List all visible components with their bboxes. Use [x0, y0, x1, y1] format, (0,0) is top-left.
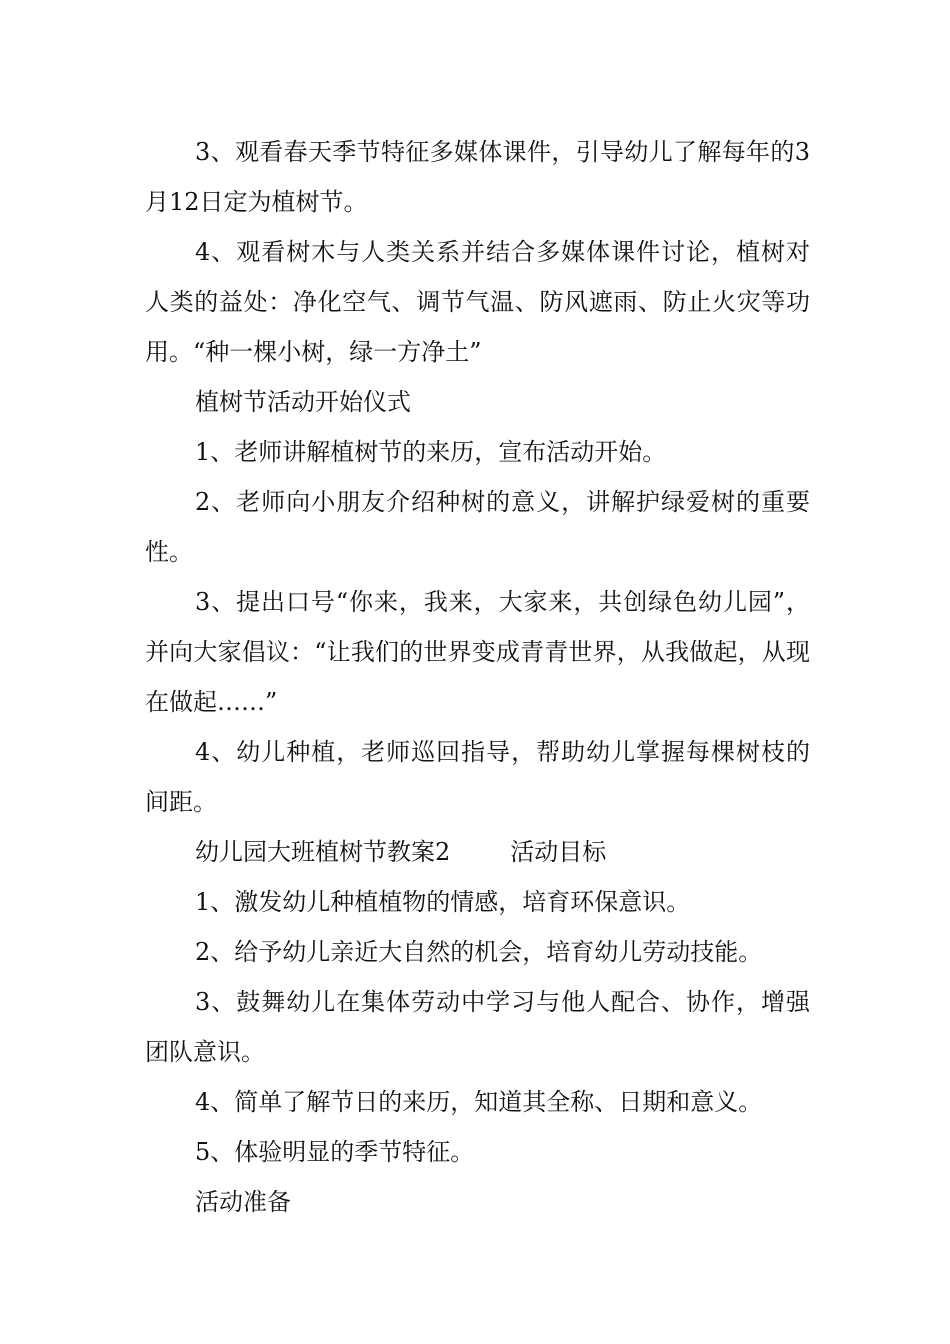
goal-item: 3、鼓舞幼儿在集体劳动中学习与他人配合、协作，增强团队意识。	[145, 988, 810, 1066]
goal-item: 1、激发幼儿种植植物的情感，培育环保意识。	[195, 888, 691, 916]
preparation-heading: 活动准备	[195, 1188, 291, 1216]
ceremony-heading: 植树节活动开始仪式	[195, 388, 411, 416]
section-title: 幼儿园大班植树节教案2	[195, 838, 451, 866]
paragraph-ceremony-1: 1、老师讲解植树节的来历，宣布活动开始。	[195, 438, 667, 466]
paragraph-step-3-courseware: 3、观看春天季节特征多媒体课件，引导幼儿了解每年的3月12日定为植树节。	[145, 138, 810, 216]
paragraph-ceremony-4: 4、幼儿种植，老师巡回指导，帮助幼儿掌握每棵树枝的间距。	[145, 738, 810, 816]
section-heading-line	[145, 827, 810, 877]
goal-item: 5、体验明显的季节特征。	[195, 1138, 475, 1166]
goal-item: 2、给予幼儿亲近大自然的机会，培育幼儿劳动技能。	[195, 938, 763, 966]
paragraph-ceremony-3: 3、提出口号“你来，我来，大家来，共创绿色幼儿园”，并向大家倡议：“让我们的世界变成青青世界，从我做起，从现在做起……”	[145, 588, 810, 716]
section-subtitle: 活动目标	[510, 838, 607, 866]
goal-item: 4、简单了解节日的来历，知道其全称、日期和意义。	[195, 1088, 763, 1116]
paragraph-step-4-discussion: 4、观看树木与人类关系并结合多媒体课件讨论，植树对人类的益处：净化空气、调节气温、防风遮雨、防止火灾等功用。“种一棵小树，绿一方净土”	[145, 238, 810, 366]
document-body	[145, 127, 810, 1227]
paragraph-ceremony-2: 2、老师向小朋友介绍种树的意义，讲解护绿爱树的重要性。	[145, 488, 810, 566]
